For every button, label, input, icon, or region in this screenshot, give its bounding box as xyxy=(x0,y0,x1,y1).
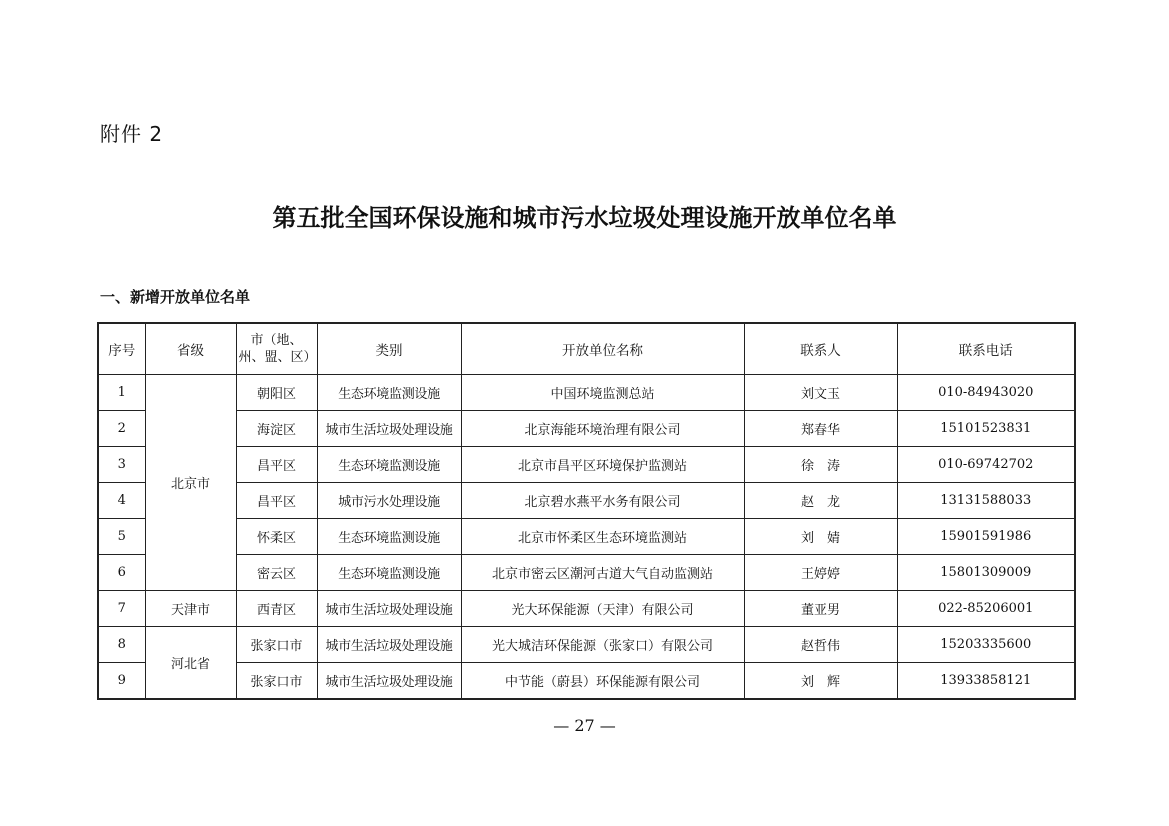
header-phone: 联系电话 xyxy=(897,323,1075,375)
header-city: 市（地、州、盟、区） xyxy=(236,323,317,375)
cell-contact: 刘 婧 xyxy=(744,519,897,555)
cell-seq: 3 xyxy=(98,447,145,483)
table-row xyxy=(98,519,1075,555)
cell-phone: 13131588033 xyxy=(897,483,1075,519)
table-row xyxy=(98,447,1075,483)
cell-province: 天津市 xyxy=(145,591,236,627)
cell-category: 生态环境监测设施 xyxy=(317,519,461,555)
cell-phone: 010-69742702 xyxy=(897,447,1075,483)
cell-contact: 刘文玉 xyxy=(744,375,897,411)
cell-seq: 5 xyxy=(98,519,145,555)
table-row xyxy=(98,555,1075,591)
header-category: 类别 xyxy=(317,323,461,375)
page-number: — 27 — xyxy=(553,716,616,735)
header-seq: 序号 xyxy=(98,323,145,375)
cell-city: 昌平区 xyxy=(236,447,317,483)
table-row xyxy=(98,663,1075,700)
cell-seq: 2 xyxy=(98,411,145,447)
cell-city: 密云区 xyxy=(236,555,317,591)
cell-category: 城市生活垃圾处理设施 xyxy=(317,627,461,663)
cell-seq: 9 xyxy=(98,663,145,700)
cell-category: 生态环境监测设施 xyxy=(317,447,461,483)
cell-unit-name: 北京海能环境治理有限公司 xyxy=(461,411,744,447)
cell-seq: 6 xyxy=(98,555,145,591)
cell-province: 河北省 xyxy=(145,627,236,700)
cell-category: 生态环境监测设施 xyxy=(317,375,461,411)
cell-province: 北京市 xyxy=(145,375,236,591)
cell-category: 城市生活垃圾处理设施 xyxy=(317,411,461,447)
cell-phone: 15801309009 xyxy=(897,555,1075,591)
cell-phone: 15203335600 xyxy=(897,627,1075,663)
cell-contact: 董亚男 xyxy=(744,591,897,627)
cell-city: 张家口市 xyxy=(236,663,317,700)
table-row xyxy=(98,375,1075,411)
cell-phone: 15901591986 xyxy=(897,519,1075,555)
section-heading: 一、新增开放单位名单 xyxy=(100,288,251,306)
table-header-row xyxy=(98,323,1075,375)
cell-phone: 010-84943020 xyxy=(897,375,1075,411)
cell-unit-name: 光大环保能源（天津）有限公司 xyxy=(461,591,744,627)
cell-unit-name: 光大城洁环保能源（张家口）有限公司 xyxy=(461,627,744,663)
cell-unit-name: 北京市密云区潮河古道大气自动监测站 xyxy=(461,555,744,591)
attachment-label: 附件 2 xyxy=(100,122,164,146)
cell-unit-name: 北京市怀柔区生态环境监测站 xyxy=(461,519,744,555)
cell-unit-name: 中国环境监测总站 xyxy=(461,375,744,411)
header-unit-name: 开放单位名称 xyxy=(461,323,744,375)
cell-contact: 赵 龙 xyxy=(744,483,897,519)
cell-seq: 7 xyxy=(98,591,145,627)
table-row xyxy=(98,591,1075,627)
cell-category: 城市生活垃圾处理设施 xyxy=(317,591,461,627)
cell-unit-name: 北京市昌平区环境保护监测站 xyxy=(461,447,744,483)
cell-city: 海淀区 xyxy=(236,411,317,447)
header-contact: 联系人 xyxy=(744,323,897,375)
cell-contact: 郑春华 xyxy=(744,411,897,447)
cell-category: 生态环境监测设施 xyxy=(317,555,461,591)
cell-phone: 13933858121 xyxy=(897,663,1075,700)
cell-contact: 徐 涛 xyxy=(744,447,897,483)
table-row xyxy=(98,483,1075,519)
document-title-text: 第五批全国环保设施和城市污水垃圾处理设施开放单位名单 xyxy=(272,204,897,232)
cell-seq: 1 xyxy=(98,375,145,411)
cell-category: 城市生活垃圾处理设施 xyxy=(317,663,461,700)
cell-city: 朝阳区 xyxy=(236,375,317,411)
cell-seq: 4 xyxy=(98,483,145,519)
cell-contact: 王婷婷 xyxy=(744,555,897,591)
cell-phone: 022-85206001 xyxy=(897,591,1075,627)
cell-city: 昌平区 xyxy=(236,483,317,519)
header-province: 省级 xyxy=(145,323,236,375)
cell-contact: 刘 辉 xyxy=(744,663,897,700)
cell-city: 西青区 xyxy=(236,591,317,627)
cell-unit-name: 北京碧水燕平水务有限公司 xyxy=(461,483,744,519)
table-row xyxy=(98,627,1075,663)
cell-seq: 8 xyxy=(98,627,145,663)
cell-contact: 赵哲伟 xyxy=(744,627,897,663)
document-title xyxy=(0,198,1169,233)
open-units-table xyxy=(97,322,1076,700)
cell-city: 怀柔区 xyxy=(236,519,317,555)
table-row xyxy=(98,411,1075,447)
cell-phone: 15101523831 xyxy=(897,411,1075,447)
cell-city: 张家口市 xyxy=(236,627,317,663)
cell-unit-name: 中节能（蔚县）环保能源有限公司 xyxy=(461,663,744,700)
cell-category: 城市污水处理设施 xyxy=(317,483,461,519)
